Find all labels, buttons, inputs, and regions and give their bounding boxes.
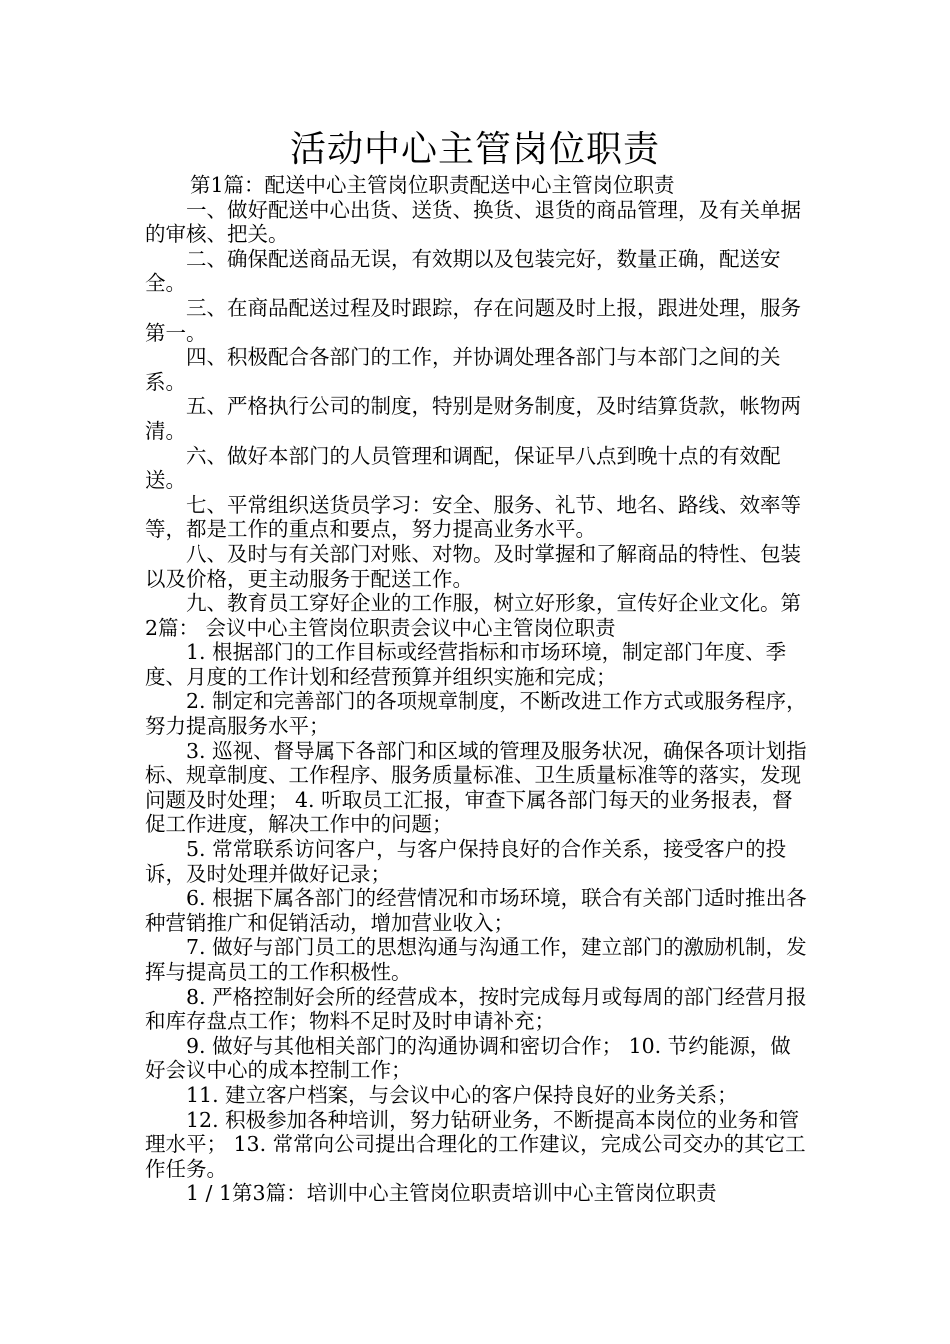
- paragraph: 7. 做好与部门员工的思想沟通与沟通工作，建立部门的激励机制，发挥与提高员工的工作积极性。: [145, 935, 807, 984]
- page-footer-line: 1 / 1第3篇：培训中心主管岗位职责培训中心主管岗位职责: [186, 1181, 717, 1206]
- paragraph: 二、确保配送商品无误，有效期以及包装完好，数量正确，配送安全。: [145, 246, 781, 296]
- paragraph: 6. 根据下属各部门的经营情况和市场环境，联合有关部门适时推出各种营销推广和促销活动，增加营业收入；: [145, 886, 807, 935]
- section-heading-1: 第1篇：配送中心主管岗位职责配送中心主管岗位职责: [190, 173, 675, 197]
- paragraph: 3. 巡视、督导属下各部门和区域的管理及服务状况，确保各项计划指标、规章制度、工作程序、服务质量标准、卫生质量标准等的落实，发现问题及时处理； 4. 听取员工汇报，审查下属各部门每天的业务报表，督促工作进度，解决工作中的问题；: [145, 738, 807, 837]
- paragraph: 11. 建立客户档案，与会议中心的客户保持良好的业务关系；: [186, 1082, 738, 1107]
- paragraph: 三、在商品配送过程及时跟踪，存在问题及时上报，跟进处理，服务第一。: [145, 295, 801, 345]
- document-title: 活动中心主管岗位职责: [289, 129, 660, 170]
- document-body: [145, 173, 810, 1206]
- paragraph: 5. 常常联系访问客户，与客户保持良好的合作关系，接受客户的投诉，及时处理并做好记录；: [145, 837, 787, 886]
- paragraph: 1. 根据部门的工作目标或经营指标和市场环境，制定部门年度、季度、月度的工作计划和经营预算并组织实施和完成；: [145, 640, 787, 689]
- paragraph: 七、平常组织送货员学习：安全、服务、礼节、地名、路线、效率等等，都是工作的重点和要点，努力提高业务水平。: [145, 492, 801, 542]
- paragraph: 8. 严格控制好会所的经营成本，按时完成每月或每周的部门经营月报和库存盘点工作；物料不足时及时申请补充；: [145, 984, 807, 1034]
- paragraph: 九、教育员工穿好企业的工作服，树立好形象，宣传好企业文化。第2篇： 会议中心主管岗位职责会议中心主管岗位职责: [145, 591, 801, 640]
- paragraph: 四、积极配合各部门的工作，并协调处理各部门与本部门之间的关系。: [145, 345, 781, 394]
- paragraph: 六、做好本部门的人员管理和调配，保证早八点到晚十点的有效配送。: [145, 443, 781, 493]
- paragraph: 12. 积极参加各种培训，努力钻研业务，不断提高本岗位的业务和管理水平； 13. 常常向公司提出合理化的工作建议，完成公司交办的其它工作任务。: [145, 1107, 806, 1181]
- paragraph: 五、严格执行公司的制度，特别是财务制度，及时结算货款，帐物两清。: [145, 394, 801, 443]
- paragraph: 八、及时与有关部门对账、对物。及时掌握和了解商品的特性、包装以及价格，更主动服务于配送工作。: [145, 541, 801, 591]
- paragraph: 2. 制定和完善部门的各项规章制度，不断改进工作方式或服务程序，努力提高服务水平；: [145, 689, 807, 739]
- paragraph: 一、做好配送中心出货、送货、换货、退货的商品管理，及有关单据的审核、把关。: [145, 197, 801, 247]
- paragraph: 9. 做好与其他相关部门的沟通协调和密切合作； 10. 节约能源，做好会议中心的成本控制工作；: [145, 1033, 791, 1083]
